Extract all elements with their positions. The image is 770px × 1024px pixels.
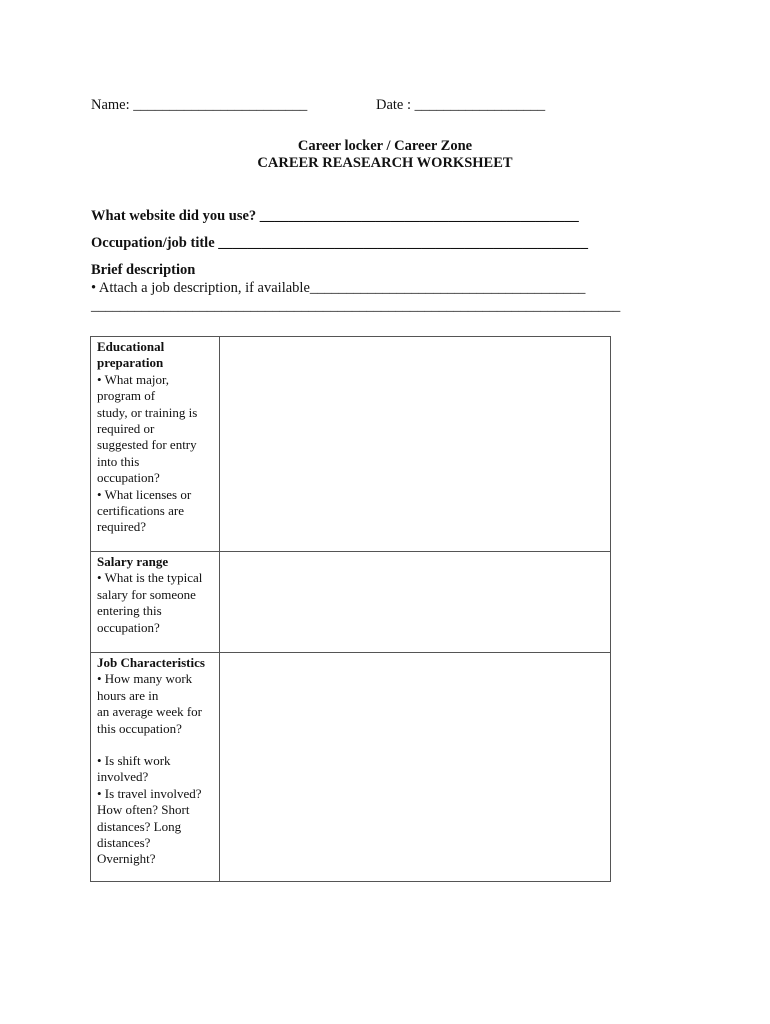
attach-description-line[interactable]: • Attach a job description, if available______________________________________ — [91, 280, 586, 296]
education-bullet-1: • What major, program of study, or training is required or suggested for entry into this occupation? — [97, 371, 198, 486]
occupation-question[interactable]: Occupation/job title ___________________________________________________ — [91, 235, 589, 251]
brief-description-heading: Brief description — [91, 262, 196, 278]
table-row — [91, 552, 611, 653]
bullet-spacer — [97, 737, 213, 753]
salary-prompt-cell — [91, 552, 220, 653]
job-bullet-3: • Is travel involved? How often? Short distances? Long distances? Overnight? — [97, 785, 202, 867]
title-line-2: CAREER REASEARCH WORKSHEET — [257, 155, 513, 171]
worksheet-table — [90, 336, 611, 882]
job-characteristics-heading: Job Characteristics — [97, 655, 205, 670]
education-answer-cell[interactable] — [220, 337, 611, 552]
name-field-line[interactable]: Name: ________________________ — [91, 97, 308, 113]
date-field-line[interactable]: Date : __________________ — [376, 97, 546, 113]
worksheet-titles — [0, 138, 770, 172]
job-prompt-cell — [91, 653, 220, 882]
education-prompt-cell — [91, 337, 220, 552]
website-question[interactable]: What website did you use? ____________________________________________ — [91, 208, 579, 224]
job-answer-cell[interactable] — [220, 653, 611, 882]
education-bullet-2: • What licenses or certifications are required? — [97, 486, 192, 535]
salary-bullet-1: • What is the typical salary for someone entering this occupation? — [97, 570, 203, 635]
table-row — [91, 337, 611, 552]
table-row — [91, 653, 611, 882]
title-line-1: Career locker / Career Zone — [297, 138, 473, 154]
job-bullet-2: • Is shift work involved? — [97, 753, 171, 785]
education-heading: Educational preparation — [97, 339, 165, 371]
description-blank-line[interactable]: _________________________________________________________________________ — [91, 298, 621, 314]
job-bullet-1: • How many work hours are in an average week for this occupation? — [97, 671, 203, 736]
salary-heading: Salary range — [97, 554, 169, 569]
salary-answer-cell[interactable] — [220, 552, 611, 653]
